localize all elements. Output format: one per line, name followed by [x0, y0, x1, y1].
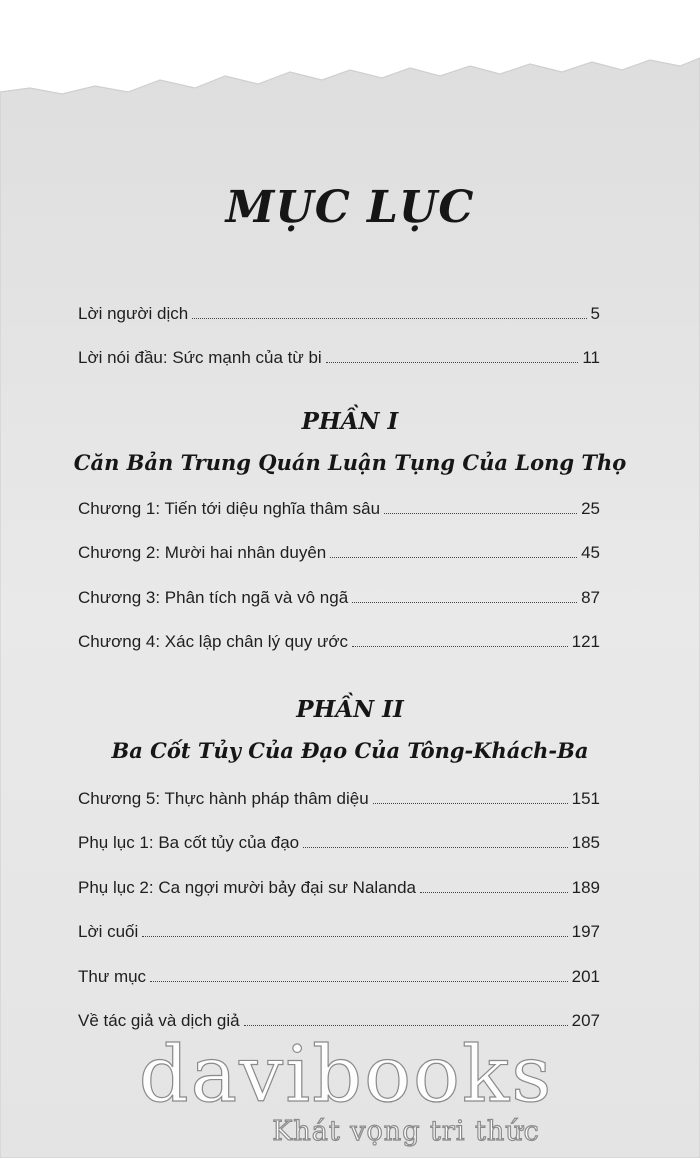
entry-label: Phụ lục 1: Ba cốt tủy của đạo	[78, 833, 300, 852]
part1-subtitle: Căn Bản Trung Quán Luận Tụng Của Long Thọ	[73, 450, 627, 475]
dot-leader	[352, 602, 577, 603]
dot-leader	[244, 1025, 568, 1026]
entry-page: 151	[571, 789, 600, 808]
entry-page: 201	[571, 967, 600, 986]
dot-leader	[352, 646, 568, 647]
toc-entry	[78, 877, 600, 899]
toc-entry	[78, 921, 600, 943]
entry-label: Về tác giả và dịch giả	[78, 1011, 240, 1030]
toc-entry	[78, 542, 600, 564]
entry-page: 5	[590, 304, 600, 323]
entry-page: 207	[571, 1011, 600, 1030]
entry-label: Phụ lục 2: Ca ngợi mười bảy đại sư Nalanda	[78, 878, 416, 897]
entry-label: Lời nói đầu: Sức mạnh của từ bi	[78, 348, 322, 367]
entry-label: Lời cuối	[78, 922, 139, 941]
toc-entry	[78, 498, 600, 520]
dot-leader	[420, 892, 568, 893]
dot-leader	[142, 936, 567, 937]
entry-label: Chương 2: Mười hai nhân duyên	[78, 543, 327, 562]
watermark-tagline: Khát vọng tri thức	[272, 1116, 540, 1147]
toc-entry	[78, 966, 600, 988]
dot-leader	[384, 513, 577, 514]
toc-entry	[78, 303, 600, 325]
page-title: MỤC LỤC	[225, 182, 475, 233]
toc-entry	[78, 832, 600, 854]
entry-label: Chương 1: Tiến tới diệu nghĩa thâm sâu	[78, 499, 381, 518]
toc-entry	[78, 347, 600, 369]
entry-page: 185	[571, 833, 600, 852]
dot-leader	[326, 362, 579, 363]
entry-page: 189	[571, 878, 600, 897]
entry-page: 11	[582, 348, 600, 367]
dot-leader	[303, 847, 567, 848]
watermark-brand: davibooks	[138, 1030, 554, 1120]
entry-page: 87	[581, 588, 600, 607]
toc-entry	[78, 587, 600, 609]
part1-heading: PHẦN I	[301, 408, 399, 435]
entry-page: 45	[581, 543, 600, 562]
part2-heading: PHẦN II	[296, 696, 404, 723]
dot-leader	[330, 557, 577, 558]
entry-label: Chương 5: Thực hành pháp thâm diệu	[78, 789, 369, 808]
entry-page: 25	[581, 499, 600, 518]
dot-leader	[373, 803, 568, 804]
entry-page: 197	[571, 922, 600, 941]
entry-page: 121	[571, 632, 600, 651]
entry-label: Chương 4: Xác lập chân lý quy ước	[78, 632, 348, 651]
toc-entry	[78, 1010, 600, 1032]
toc-entry	[78, 631, 600, 653]
dot-leader	[192, 318, 586, 319]
entry-label: Chương 3: Phân tích ngã và vô ngã	[78, 588, 349, 607]
entry-label: Lời người dịch	[78, 304, 189, 323]
part2-subtitle: Ba Cốt Tủy Của Đạo Của Tông-Khách-Ba	[111, 738, 589, 763]
dot-leader	[150, 981, 568, 982]
toc-entry	[78, 788, 600, 810]
entry-label: Thư mục	[78, 967, 147, 986]
